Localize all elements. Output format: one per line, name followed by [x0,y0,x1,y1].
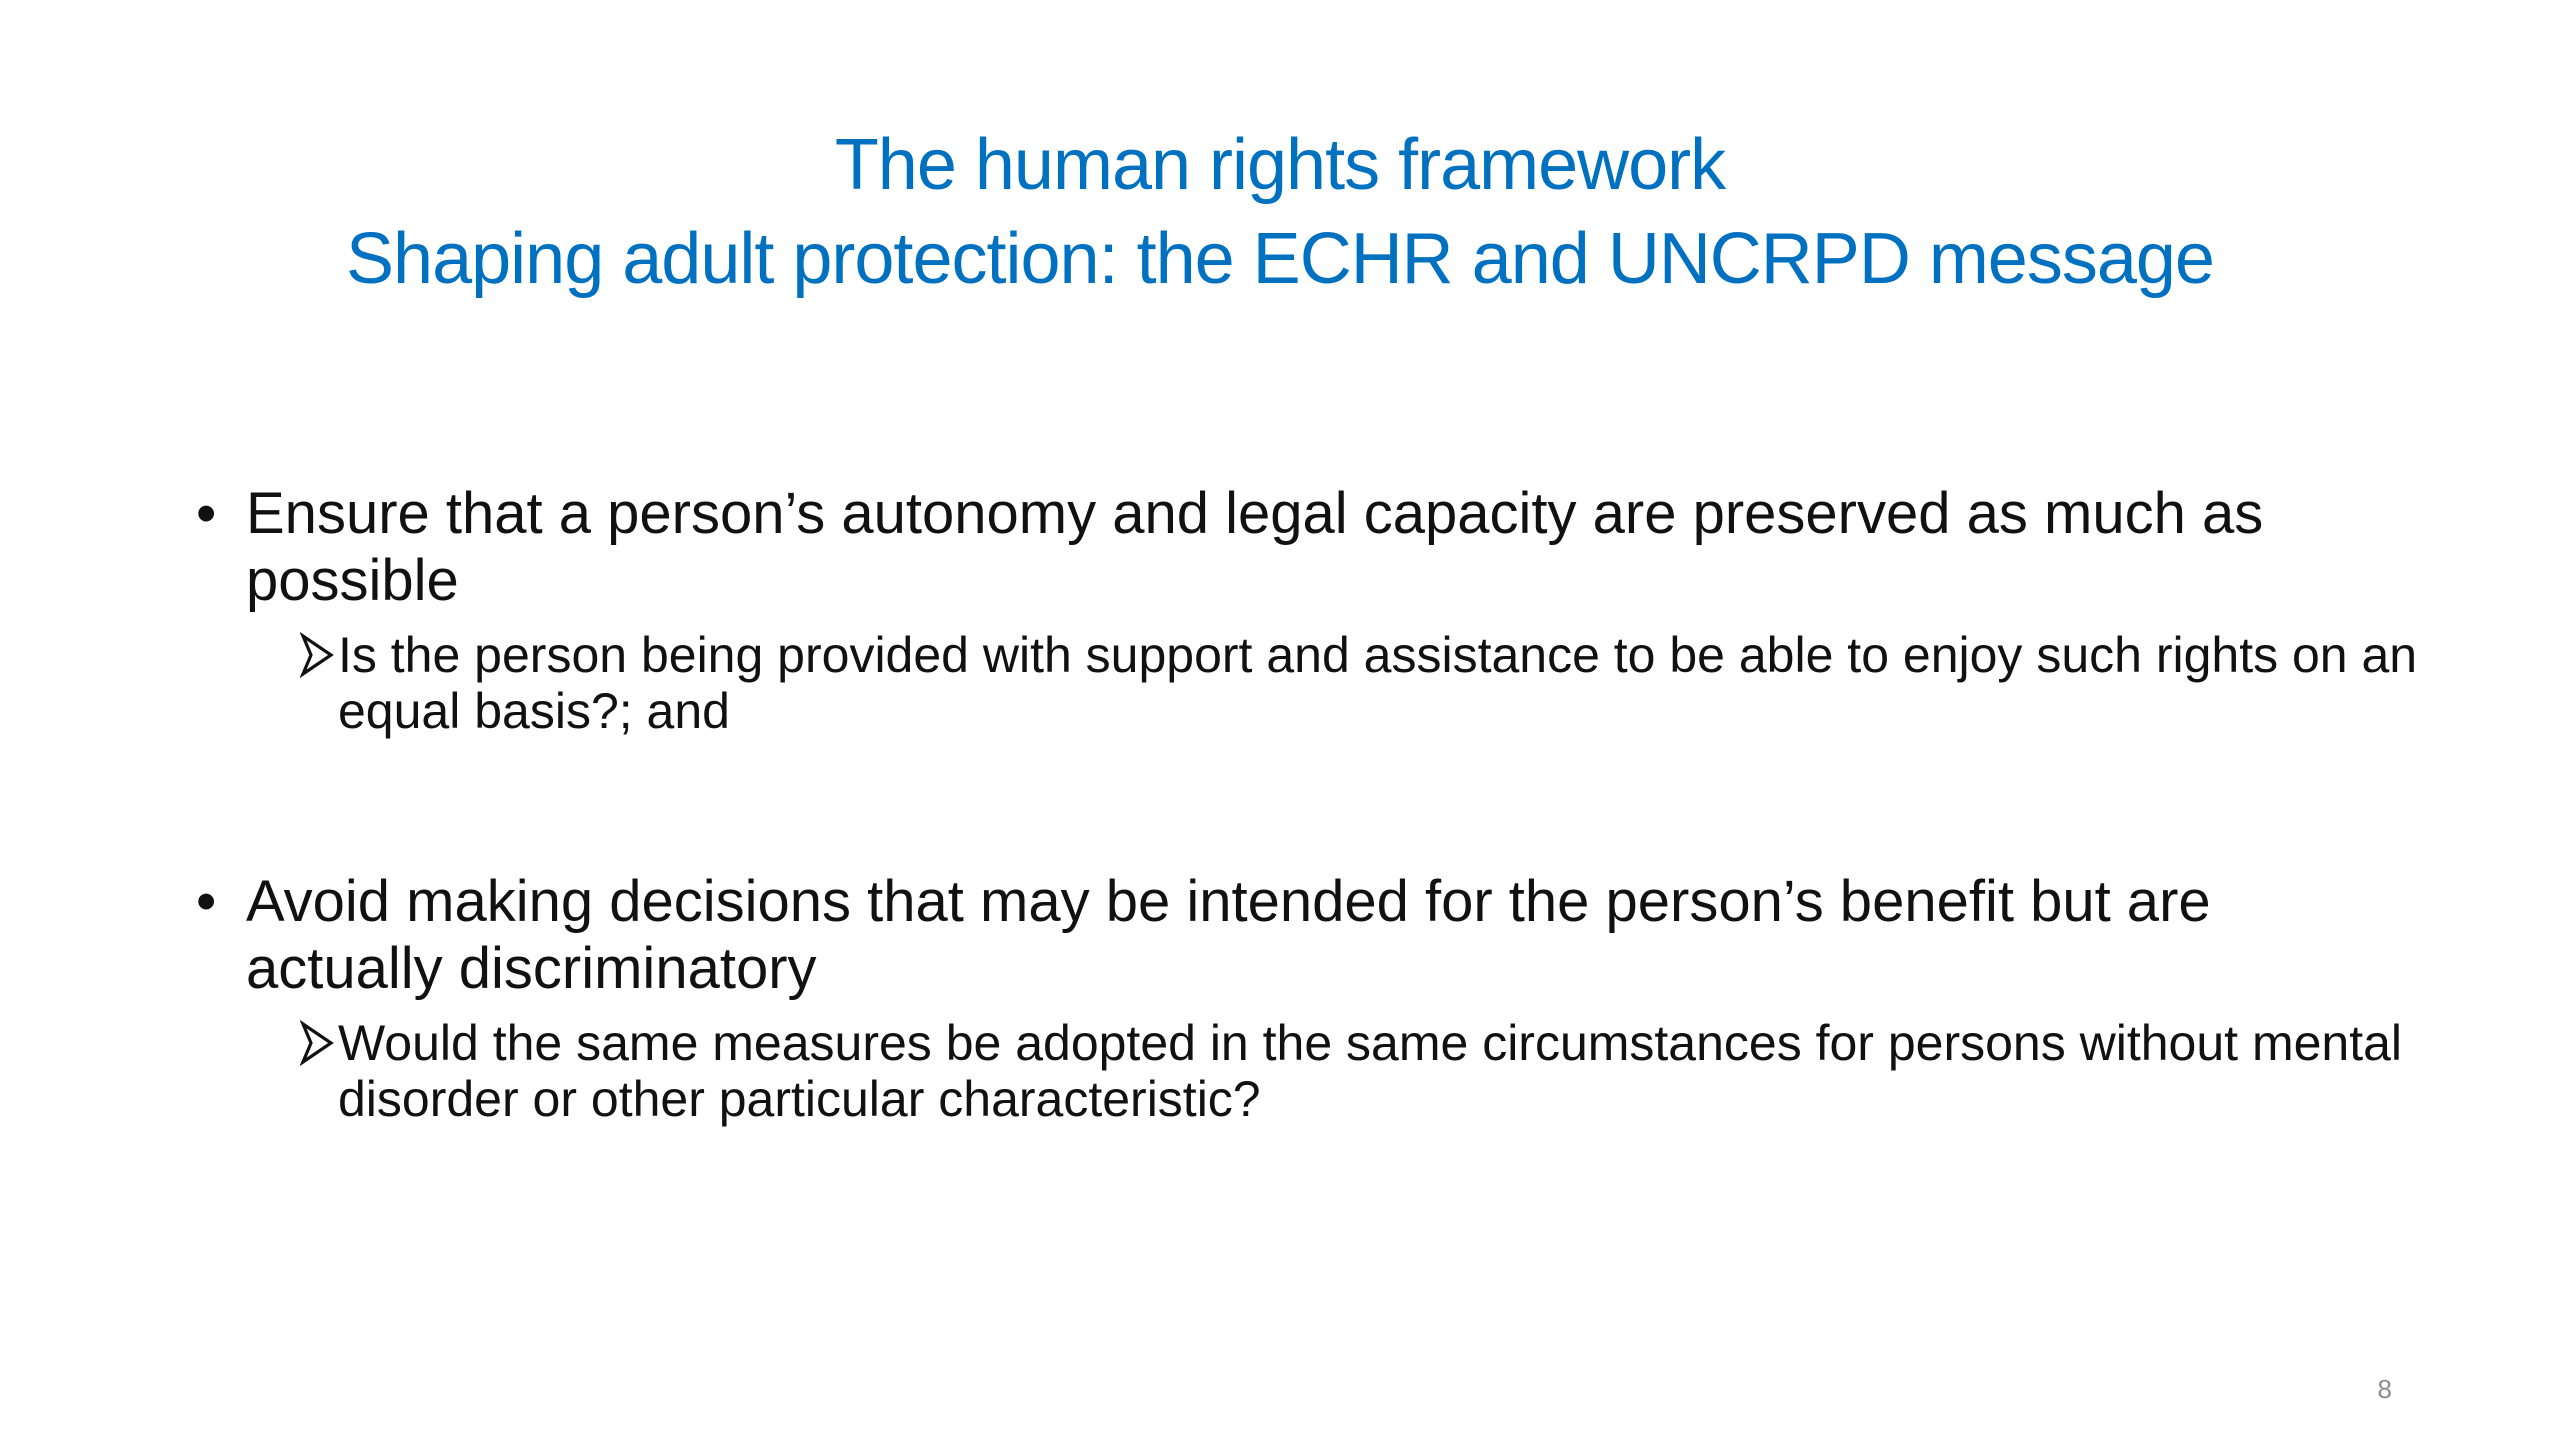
slide-title [0,118,2560,306]
bullet-item [190,480,2420,614]
bullet-item [190,868,2420,1002]
sub-bullet-text: Is the person being provided with support and assistance to be able to enjoy such rights on an equal basis?; and [338,627,2418,739]
title-line-1: The human rights framework [834,125,1726,205]
title-line-2: Shaping adult protection: the ECHR and UNCRPD message [346,219,2214,299]
page-number: 8 [2377,1374,2392,1404]
arrowhead-icon [300,631,334,679]
bullet-group-1 [190,480,2420,739]
arrowhead-icon [300,1019,334,1067]
bullet-group-2 [190,868,2420,1127]
sub-bullet-item [300,627,2420,739]
bullet-dot-icon: • [196,481,217,546]
bullet-text: Ensure that a person’s autonomy and legal capacity are preserved as much as possible [246,481,2264,613]
sub-bullet-item [300,1015,2420,1127]
bullet-dot-icon: • [196,869,217,934]
bullet-text: Avoid making decisions that may be intended for the person’s benefit but are actually discriminatory [246,869,2211,1001]
slide-content [190,480,2420,1127]
sub-bullet-text: Would the same measures be adopted in the same circumstances for persons without mental disorder or other particular characteristic? [338,1015,2403,1127]
